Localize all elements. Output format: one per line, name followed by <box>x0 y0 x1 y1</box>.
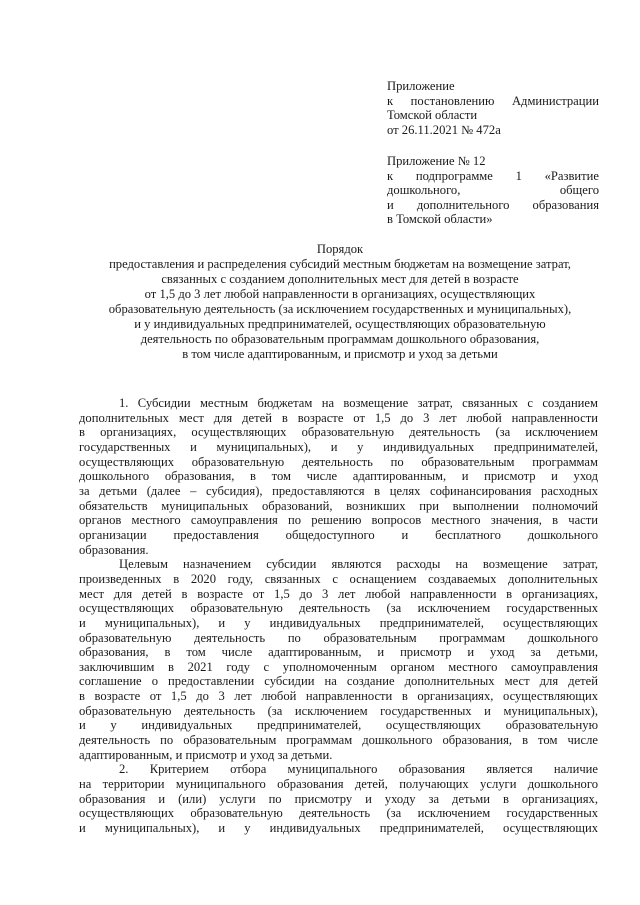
annex-line: к подпрограмме 1 «Развитие <box>387 168 599 183</box>
body-line: 1. Субсидии местным бюджетам на возмещение затрат, связанных с созданием <box>119 396 598 410</box>
body-line: 2. Критерием отбора муниципального образования является наличие <box>119 762 598 777</box>
annex-line: Приложение <box>387 79 455 93</box>
body-line: и у индивидуальных предпринимателей, осуществляющих образовательную <box>79 718 598 733</box>
annex-line: к постановлению Администрации <box>387 93 599 108</box>
body-line: государственных и муниципальных), и у индивидуальных предпринимателей, <box>79 439 598 454</box>
body-line: и муниципальных), и у индивидуальных предпринимателей, осуществляющих <box>79 821 598 836</box>
body-line: заключившим в 2021 году с уполномоченным органом местного самоуправления <box>79 659 598 674</box>
annex-line: в Томской области» <box>387 212 493 227</box>
body-line: организации предоставления общедоступного и бесплатного дошкольного <box>79 527 598 542</box>
body-line: на территории муниципального образования детей, получающих услуги дошкольного <box>79 777 598 792</box>
title-line: в том числе адаптированным, и присмотр и уход за детьми <box>182 346 498 361</box>
body-line: за детьми (далее – субсидия), предоставляются в целях софинансирования расходных <box>79 483 598 498</box>
annex-line: дошкольного, общего <box>387 183 599 198</box>
body-line: образования и (или) услуги по присмотру и уходу за детьми в организациях, <box>79 791 598 806</box>
body-line: образования, в том числе адаптированным, и присмотр и уход за детьми, <box>79 645 598 660</box>
annex-header-resolution <box>387 79 599 137</box>
body-line: произведенных в 2020 году, связанных с оснащением создаваемых дополнительных <box>79 571 598 586</box>
title-line: и у индивидуальных предпринимателей, осуществляющих образовательную <box>134 317 546 332</box>
annex-header-subprogram <box>387 154 599 227</box>
body-line: в организациях, осуществляющих образовательную деятельность (за исключением <box>79 425 598 440</box>
title-line: связанных с созданием дополнительных мест для детей в возрасте <box>161 272 519 287</box>
body-line: в возрасте от 1,5 до 3 лет любой направленности в организациях, осуществляющих <box>79 689 598 704</box>
paragraph-1 <box>79 396 598 557</box>
title-line: деятельность по образовательным программам дошкольного образования, <box>140 331 540 346</box>
body-line: образовательную деятельность по образовательным программам дошкольного <box>79 630 598 645</box>
annex-line: Приложение № 12 <box>387 154 486 168</box>
title-main: Порядок <box>316 242 364 256</box>
title-line: от 1,5 до 3 лет любой направленности в организациях, осуществляющих <box>144 287 536 302</box>
body-line: органов местного самоуправления по решению вопросов местного значения, в части <box>79 513 598 528</box>
paragraph-2 <box>79 557 598 762</box>
document-title <box>40 242 640 362</box>
body-line: осуществляющих образовательную деятельность (за исключением государственных <box>79 601 598 616</box>
body-line: деятельность по образовательным программам дошкольного образования, в том числе <box>79 733 598 748</box>
body-line: дошкольного образования, в том числе адаптированным, и присмотр и уход <box>79 469 598 484</box>
body-line: дополнительных мест для детей в возрасте от 1,5 до 3 лет любой направленности <box>79 410 598 425</box>
body-line: мест для детей в возрасте от 1,5 до 3 лет любой направленности в организациях, <box>79 586 598 601</box>
body-line: Целевым назначением субсидии являются расходы на возмещение затрат, <box>119 557 598 572</box>
body-line: образовательную деятельность (за исключением государственных и муниципальных), <box>79 703 598 718</box>
paragraph-3 <box>79 762 598 835</box>
annex-line: от 26.11.2021 № 472а <box>387 122 501 137</box>
annex-line: и дополнительного образования <box>387 197 599 212</box>
body-line: и муниципальных), и у индивидуальных предпринимателей, осуществляющих <box>79 615 598 630</box>
annex-line: Томской области <box>387 108 478 123</box>
title-line: образовательную деятельность (за исключением государственных и муниципальных), <box>108 302 572 317</box>
body-line: образования. <box>79 542 149 557</box>
body-line: обязательств муниципальных образований, возникших при выполнении полномочий <box>79 498 598 513</box>
title-line: предоставления и распределения субсидий местным бюджетам на возмещение затрат, <box>109 257 571 272</box>
body-line: осуществляющих образовательную деятельность по образовательным программам <box>79 454 598 469</box>
body-line: соглашение о предоставлении субсидии на создание дополнительных мест для детей <box>79 674 598 689</box>
document-body <box>79 396 598 836</box>
body-line: осуществляющих образовательную деятельность (за исключением государственных <box>79 806 598 821</box>
body-line: адаптированным, и присмотр и уход за детьми. <box>79 747 333 762</box>
